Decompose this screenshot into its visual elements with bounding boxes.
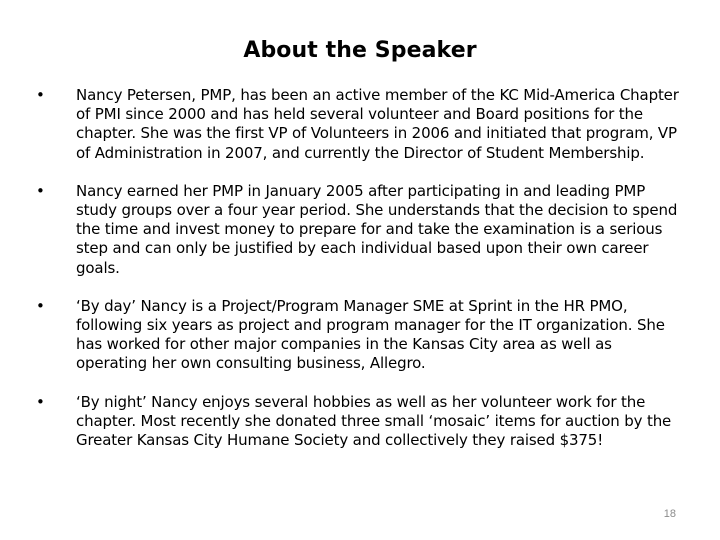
bullet-item [36,182,686,278]
bullet-list [36,86,686,450]
bullet-dot-icon: • [36,181,45,200]
bullet-item [36,297,686,374]
bullet-text: Nancy earned her PMP in January 2005 after participating in and leading PMP study groups over a four year period. She understands that the decision to spend the time and invest money to prepare for and take the examination is a serious step and can only be justified by each individual based upon their own career goals. [76,181,678,277]
bullet-item [36,86,686,163]
bullet-dot-icon: • [36,296,45,315]
bullet-dot-icon: • [36,86,45,104]
bullet-item [36,393,686,451]
slide-title: About the Speaker [243,38,477,63]
bullet-text: ‘By day’ Nancy is a Project/Program Manager SME at Sprint in the HR PMO, following six years as project and program manager for the IT organization. She has worked for other major companies in the Kansas City area as well as operating her own consulting business, Allegro. [76,296,665,373]
page-number: 18 [663,508,676,520]
bullet-text: ‘By night’ Nancy enjoys several hobbies as well as her volunteer work for the chapter. Most recently she donated three small ‘mosaic’ items for auction by the Greater Kansas City Humane Society and collectively they raised $375! [76,392,672,450]
bullet-dot-icon: • [36,392,45,411]
bullet-text: Nancy Petersen, PMP, has been an active member of the KC Mid-America Chapter of PMI since 2000 and has held several volunteer and Board positions for the chapter. She was the first VP of Volunteers in 2006 and initiated that program, VP of Administration in 2007, and currently the Director of Student Membership. [76,86,679,162]
